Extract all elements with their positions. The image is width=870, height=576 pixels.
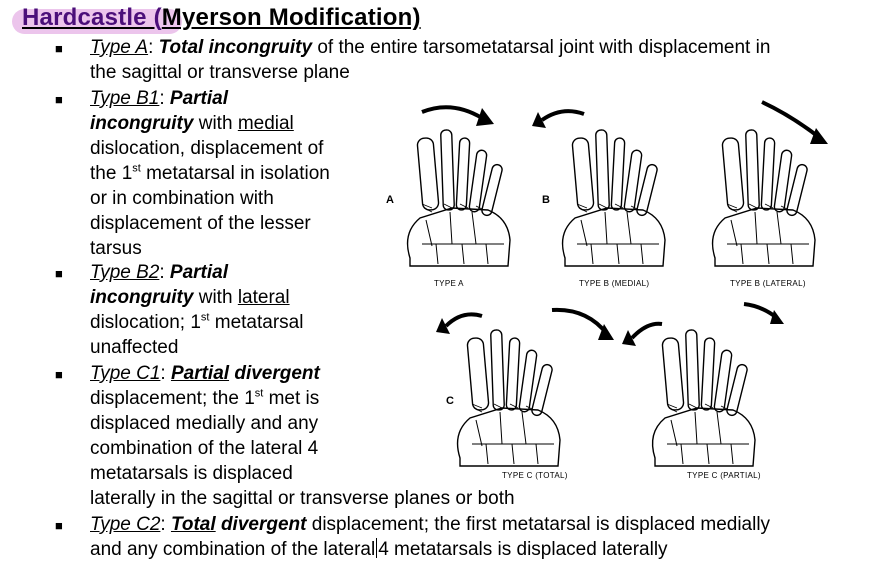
title-part-2: Myerson Modification) — [161, 4, 421, 31]
type-emphasis: Total incongruity — [158, 37, 313, 58]
foot-type-b-lateral — [713, 130, 815, 266]
foot-type-c-partial — [653, 330, 755, 466]
slide-title — [22, 4, 421, 32]
caption-type-b-lateral: TYPE B (LATERAL) — [730, 279, 806, 288]
type-label: Type C1 — [90, 363, 161, 384]
type-label: Type A — [90, 37, 149, 58]
figure-letter-b: B — [542, 194, 550, 206]
bullet-icon: ■ — [55, 92, 63, 107]
foot-diagram-illustration — [372, 98, 842, 483]
figure-letter-c: C — [446, 395, 454, 407]
caption-type-c-partial: TYPE C (PARTIAL) — [687, 471, 761, 480]
foot-type-c-total — [458, 330, 560, 466]
figure-letter-a: A — [386, 194, 394, 206]
hardcastle-classification-figure — [372, 98, 842, 483]
bullet-icon: ■ — [55, 367, 63, 382]
foot-type-a — [408, 130, 510, 266]
title-part-1: Hardcastle ( — [22, 4, 162, 31]
bullet-icon: ■ — [55, 41, 63, 56]
type-label: Type B2 — [90, 262, 160, 283]
bullet-icon: ■ — [55, 266, 63, 281]
caption-type-a: TYPE A — [434, 279, 464, 288]
type-label: Type B1 — [90, 88, 160, 109]
caption-type-b-medial: TYPE B (MEDIAL) — [579, 279, 650, 288]
displacement-arrows — [422, 102, 820, 338]
caption-type-c-total: TYPE C (TOTAL) — [502, 471, 568, 480]
foot-type-b-medial — [563, 130, 665, 266]
type-label: Type C2 — [90, 514, 161, 535]
bullet-icon: ■ — [55, 518, 63, 533]
